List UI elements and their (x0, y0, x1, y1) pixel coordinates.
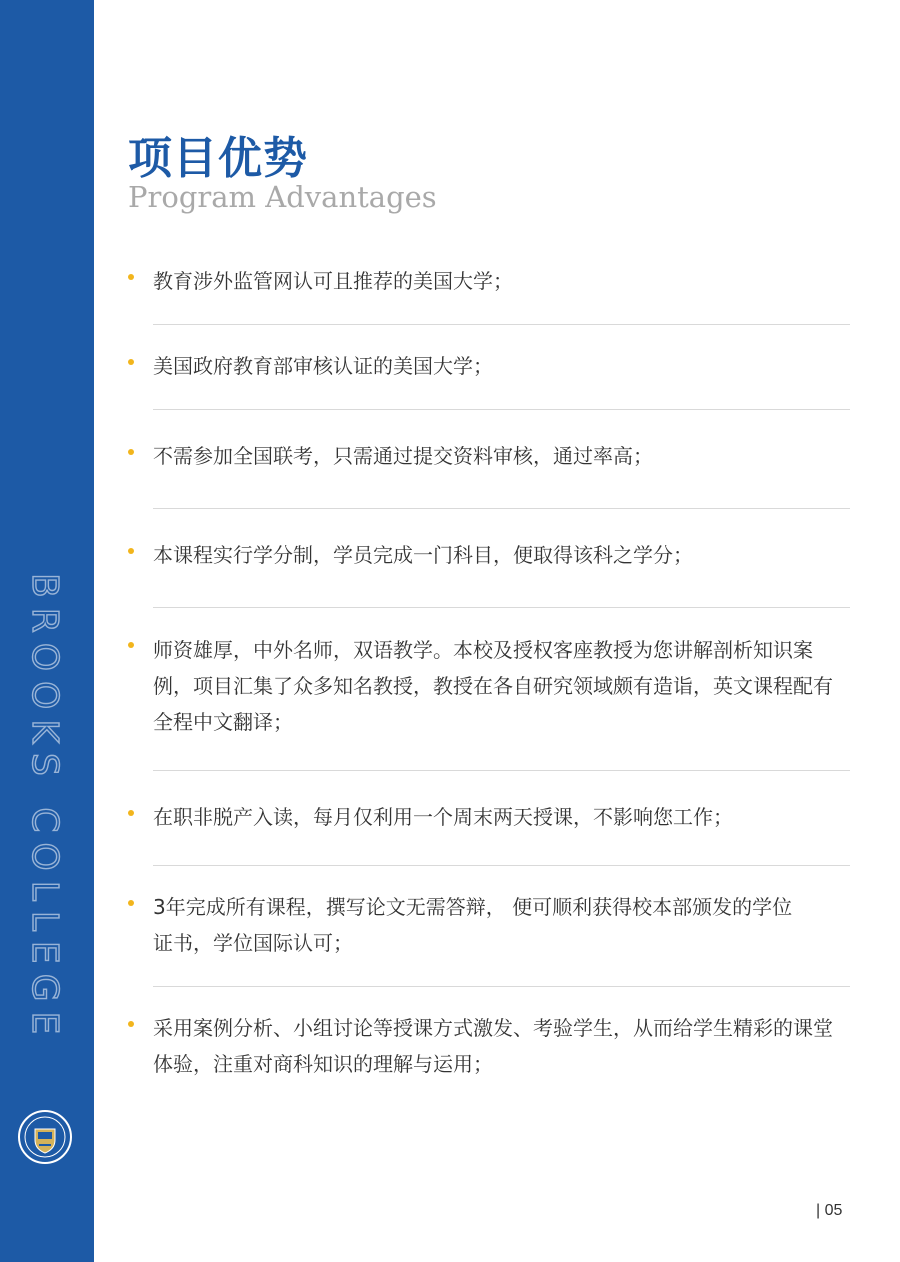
sidebar-band (0, 0, 94, 1262)
list-item (153, 866, 850, 987)
bullet-dot-icon (128, 642, 134, 648)
list-item (153, 410, 850, 509)
advantages-list (128, 240, 850, 1107)
list-item (153, 325, 850, 410)
list-item (153, 771, 850, 866)
list-item (153, 509, 850, 608)
list-item-text: 不需参加全国联考，只需通过提交资料审核，通过率高； (153, 444, 653, 468)
college-seal-icon (17, 1109, 73, 1165)
brand-vertical-text: BROOKS COLLEGE (24, 573, 65, 1045)
bullet-dot-icon (128, 359, 134, 365)
bullet-dot-icon (128, 449, 134, 455)
list-item-text: 教育涉外监管网认可且推荐的美国大学； (153, 269, 513, 293)
list-item (153, 240, 850, 325)
list-item (153, 608, 850, 771)
bullet-dot-icon (128, 274, 134, 280)
list-item-text: 本课程实行学分制，学员完成一门科目，便取得该科之学分； (153, 543, 693, 567)
list-item (153, 987, 850, 1107)
list-item-text: 3年完成所有课程，撰写论文无需答辩， 便可顺利获得校本部颁发的学位证书，学位国际认可； (153, 895, 793, 955)
list-item-text: 师资雄厚，中外名师，双语教学。本校及授权客座教授为您讲解剖析知识案例，项目汇集了众多知名教授，教授在各自研究领域颇有造诣，英文课程配有全程中文翻译； (153, 638, 833, 734)
bullet-dot-icon (128, 810, 134, 816)
bullet-dot-icon (128, 900, 134, 906)
page-title: 项目优势 (128, 133, 308, 184)
page-subtitle: Program Advantages (128, 180, 437, 214)
bullet-dot-icon (128, 1021, 134, 1027)
list-item-text: 在职非脱产入读，每月仅利用一个周末两天授课，不影响您工作； (153, 805, 733, 829)
bullet-dot-icon (128, 548, 134, 554)
page-number: | 05 (816, 1202, 843, 1219)
list-item-text: 采用案例分析、小组讨论等授课方式激发、考验学生，从而给学生精彩的课堂体验，注重对商科知识的理解与运用； (153, 1016, 833, 1076)
list-item-text: 美国政府教育部审核认证的美国大学； (153, 354, 493, 378)
